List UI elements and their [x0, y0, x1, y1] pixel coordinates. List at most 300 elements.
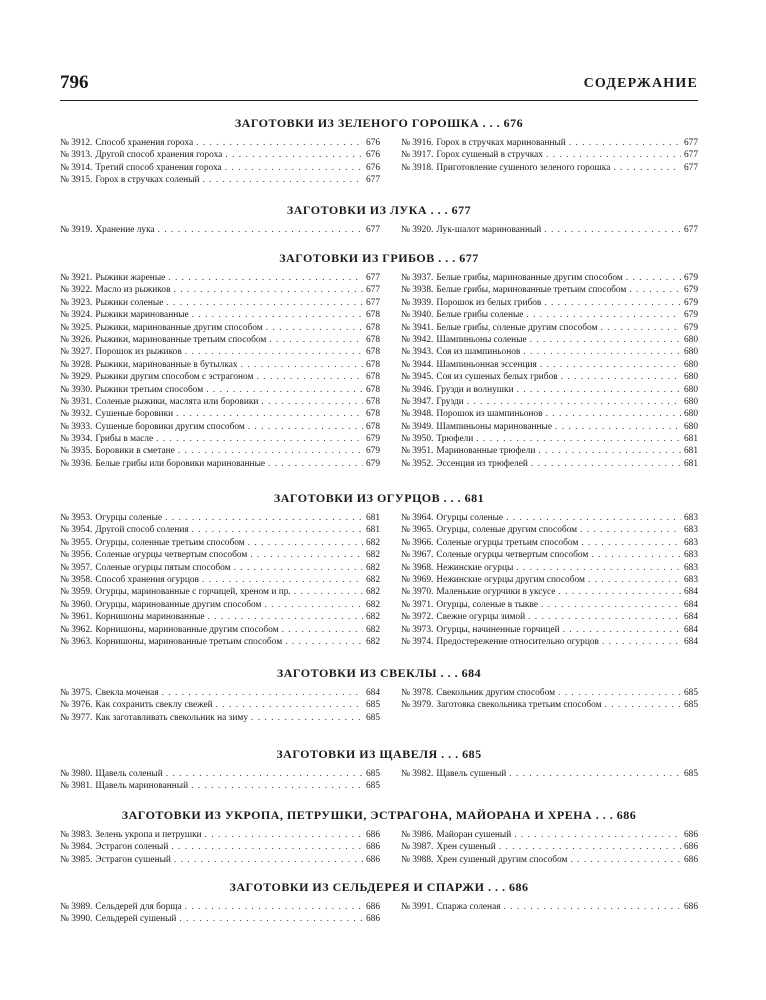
- entry-page-number: 686: [365, 830, 380, 840]
- right-column: [401, 272, 698, 470]
- dot-leader: [600, 322, 681, 334]
- toc-entry[interactable]: [401, 562, 698, 574]
- toc-entry[interactable]: [401, 841, 698, 853]
- dot-leader: [174, 854, 363, 866]
- toc-entry[interactable]: [401, 636, 698, 648]
- toc-entry[interactable]: [60, 396, 380, 408]
- entry-number: № 3940.: [401, 310, 434, 321]
- section-title: ЗАГОТОВКИ ИЗ СВЕКЛЫ . . . 684: [276, 666, 482, 680]
- toc-entry[interactable]: [60, 149, 380, 161]
- section-title: ЗАГОТОВКИ ИЗ ЛУКА . . . 677: [286, 203, 472, 217]
- toc-entry[interactable]: [401, 433, 698, 445]
- toc-entry[interactable]: [60, 780, 380, 792]
- entry-number: № 3946.: [401, 384, 434, 395]
- dot-leader: [196, 137, 363, 149]
- toc-entry[interactable]: [401, 359, 698, 371]
- toc-entry[interactable]: [60, 586, 380, 598]
- entry-title: Спаржа соленая: [436, 902, 501, 912]
- entry-number: № 3930.: [60, 384, 93, 395]
- dot-leader: [509, 768, 681, 780]
- toc-entry[interactable]: [401, 829, 698, 841]
- dot-leader: [528, 611, 681, 623]
- entry-title: Грузди: [436, 396, 464, 407]
- toc-entry[interactable]: [60, 297, 380, 309]
- entry-page-number: 685: [683, 688, 698, 698]
- dot-leader: [514, 829, 681, 841]
- entry-title: Способ хранения огурцов: [95, 574, 199, 585]
- entry-number: № 3966.: [401, 537, 434, 548]
- entry-title: Рыжики, маринованные в бутылках: [95, 359, 238, 370]
- dot-leader: [158, 224, 363, 236]
- entry-number: № 3939.: [401, 297, 434, 308]
- entry-page-number: 679: [683, 297, 698, 308]
- dot-leader: [561, 371, 681, 383]
- dot-leader: [269, 334, 363, 346]
- dot-leader: [544, 224, 681, 236]
- toc-entry[interactable]: [401, 421, 698, 433]
- section-title: ЗАГОТОВКИ ИЗ СЕЛЬДЕРЕЯ И СПАРЖИ . . . 686: [229, 880, 529, 894]
- entry-title: Соленые рыжики, маслята или боровики: [95, 396, 259, 407]
- toc-entry[interactable]: [401, 309, 698, 321]
- dot-leader: [541, 599, 681, 611]
- toc-entry[interactable]: [60, 284, 380, 296]
- entry-number: № 3968.: [401, 562, 434, 573]
- toc-section: [60, 491, 698, 648]
- entry-page-number: 678: [365, 396, 380, 407]
- entry-number: № 3931.: [60, 396, 93, 407]
- entry-title: Рыжики маринованные: [95, 310, 189, 321]
- toc-entry[interactable]: [60, 574, 380, 586]
- toc-entry[interactable]: [401, 901, 698, 913]
- entry-title: Свежие огурцы зимой: [436, 612, 526, 623]
- toc-entry[interactable]: [60, 562, 380, 574]
- dot-leader: [605, 699, 681, 711]
- toc-entry[interactable]: [401, 611, 698, 623]
- entry-page-number: 685: [683, 769, 698, 779]
- dot-leader: [256, 371, 362, 383]
- right-column: [401, 768, 698, 780]
- entry-number: № 3952.: [401, 458, 434, 469]
- toc-entry[interactable]: [401, 458, 698, 470]
- dot-leader: [268, 458, 363, 470]
- entry-number: № 3956.: [60, 550, 93, 561]
- toc-entry[interactable]: [401, 624, 698, 636]
- entry-page-number: 685: [683, 700, 698, 711]
- toc-entry[interactable]: [60, 137, 380, 149]
- entry-title: Сушеные боровики: [95, 409, 174, 420]
- entry-title: Заготовка свекольника третьим способом: [436, 700, 602, 711]
- entry-page-number: 681: [365, 525, 380, 536]
- section-title: ЗАГОТОВКИ ИЗ УКРОПА, ПЕТРУШКИ, ЭСТРАГОНА, МАЙОРАНА И ХРЕНА . . . 686: [121, 808, 637, 822]
- dot-leader: [156, 433, 363, 445]
- entry-title: Огурцы соленые: [436, 513, 504, 523]
- entry-page-number: 680: [683, 409, 698, 420]
- entry-title: Другой способ соления: [95, 525, 189, 536]
- entry-number: № 3917.: [401, 150, 434, 161]
- toc-entry[interactable]: [60, 384, 380, 396]
- toc-entry[interactable]: [60, 224, 380, 236]
- entry-page-number: 679: [365, 458, 380, 469]
- section-title: ЗАГОТОВКИ ИЗ ЩАВЕЛЯ . . . 685: [276, 747, 482, 761]
- toc-entry[interactable]: [401, 768, 698, 780]
- dot-leader: [171, 841, 363, 853]
- entry-number: № 3928.: [60, 359, 93, 370]
- toc-entry[interactable]: [60, 549, 380, 561]
- entry-title: Щавель соленый: [95, 769, 163, 779]
- entry-number: № 3976.: [60, 700, 93, 711]
- toc-entry[interactable]: [60, 445, 380, 457]
- entry-number: № 3933.: [60, 421, 93, 432]
- dot-leader: [613, 162, 681, 174]
- toc-entry[interactable]: [401, 284, 698, 296]
- entry-page-number: 686: [683, 830, 698, 840]
- section-entries: [60, 901, 698, 926]
- entry-title: Соя из сушеных белых грибов: [436, 372, 558, 383]
- entry-number: № 3980.: [60, 769, 93, 779]
- entry-title: Горох сушеный в стручках: [436, 150, 543, 161]
- entry-title: Зелень укропа и петрушки: [95, 830, 202, 840]
- dot-leader: [266, 322, 363, 334]
- entry-number: № 3965.: [401, 525, 434, 536]
- left-column: [60, 512, 380, 648]
- entry-title: Трюфели: [436, 434, 474, 445]
- toc-entry[interactable]: [401, 272, 698, 284]
- entry-page-number: 677: [365, 175, 380, 186]
- entry-number: № 3913.: [60, 150, 93, 161]
- entry-page-number: 683: [683, 525, 698, 536]
- entry-page-number: 684: [683, 636, 698, 647]
- dot-leader: [563, 624, 681, 636]
- toc-entry[interactable]: [60, 421, 380, 433]
- entry-number: № 3921.: [60, 273, 93, 283]
- toc-entry[interactable]: [60, 371, 380, 383]
- toc-entry[interactable]: [60, 322, 380, 334]
- dot-leader: [558, 687, 681, 699]
- entry-number: № 3916.: [401, 138, 434, 148]
- dot-leader: [225, 162, 363, 174]
- dot-leader: [499, 841, 681, 853]
- dot-leader: [205, 829, 363, 841]
- entry-number: № 3932.: [60, 409, 93, 420]
- entry-number: № 3991.: [401, 902, 434, 912]
- toc-entry[interactable]: [60, 687, 380, 699]
- toc-section: [60, 808, 698, 866]
- entry-page-number: 680: [683, 396, 698, 407]
- entry-number: № 3964.: [401, 513, 434, 523]
- dot-leader: [248, 421, 363, 433]
- dot-leader: [506, 512, 681, 524]
- entry-title: Эстрагон сушеный: [95, 854, 171, 865]
- entry-title: Соленые огурцы третьим способом: [436, 537, 579, 548]
- entry-number: № 3985.: [60, 854, 93, 865]
- toc-entry[interactable]: [401, 137, 698, 149]
- toc-entry[interactable]: [401, 297, 698, 309]
- dot-leader: [285, 636, 363, 648]
- toc-entry[interactable]: [401, 322, 698, 334]
- entry-title: Маринованные трюфели: [436, 446, 536, 457]
- dot-leader: [591, 549, 681, 561]
- right-column: [401, 224, 698, 236]
- entry-number: № 3915.: [60, 175, 93, 186]
- entry-title: Порошок из рыжиков: [95, 347, 182, 358]
- entry-number: № 3929.: [60, 372, 93, 383]
- toc-entry[interactable]: [60, 537, 380, 549]
- toc-entry[interactable]: [60, 901, 380, 913]
- entry-title: Сельдерей для борща: [95, 902, 182, 912]
- entry-number: № 3918.: [401, 162, 434, 173]
- right-column: [401, 512, 698, 648]
- entry-page-number: 684: [683, 624, 698, 635]
- toc-entry[interactable]: [60, 408, 380, 420]
- entry-page-number: 679: [683, 285, 698, 296]
- toc-section: [60, 203, 698, 236]
- dot-leader: [467, 396, 681, 408]
- dot-leader: [570, 854, 680, 866]
- entry-page-number: 678: [365, 347, 380, 358]
- entry-title: Грибы в масле: [95, 434, 154, 445]
- entry-number: № 3972.: [401, 612, 434, 623]
- entry-title: Свекольник другим способом: [436, 688, 556, 698]
- toc-section: [60, 666, 698, 724]
- toc-entry[interactable]: [401, 512, 698, 524]
- dot-leader: [261, 396, 363, 408]
- entry-number: № 3988.: [401, 854, 434, 865]
- entry-number: № 3951.: [401, 446, 434, 457]
- entry-page-number: 678: [365, 359, 380, 370]
- dot-leader: [185, 901, 363, 913]
- dot-leader: [216, 699, 363, 711]
- dot-leader: [504, 901, 681, 913]
- entry-title: Нежинские огурцы другим способом: [436, 574, 585, 585]
- toc-entry[interactable]: [401, 687, 698, 699]
- dot-leader: [626, 272, 681, 284]
- dot-leader: [250, 549, 363, 561]
- entry-page-number: 685: [365, 700, 380, 711]
- dot-leader: [202, 174, 362, 186]
- toc-entry[interactable]: [60, 599, 380, 611]
- toc-section: [60, 251, 698, 470]
- dot-leader: [476, 433, 681, 445]
- dot-leader: [540, 359, 681, 371]
- toc-entry[interactable]: [401, 699, 698, 711]
- toc-entry[interactable]: [60, 458, 380, 470]
- dot-leader: [166, 297, 363, 309]
- dot-leader: [526, 309, 681, 321]
- dot-leader: [581, 537, 681, 549]
- dot-leader: [234, 562, 363, 574]
- entry-page-number: 686: [365, 914, 380, 925]
- dot-leader: [629, 284, 681, 296]
- entry-title: Приготовление сушеного зеленого горошка: [436, 162, 611, 173]
- toc-entry[interactable]: [60, 433, 380, 445]
- entry-title: Грузди и волнушки: [436, 384, 514, 395]
- entry-page-number: 677: [365, 225, 380, 235]
- entry-number: № 3937.: [401, 273, 434, 283]
- section-entries: [60, 272, 698, 470]
- entry-title: Третий способ хранения гороха: [95, 162, 222, 173]
- toc-entry[interactable]: [60, 712, 380, 724]
- entry-number: № 3981.: [60, 781, 93, 792]
- toc-entry[interactable]: [60, 829, 380, 841]
- entry-page-number: 679: [683, 310, 698, 321]
- toc-entry[interactable]: [401, 586, 698, 598]
- toc-entry[interactable]: [401, 371, 698, 383]
- toc-entry[interactable]: [401, 574, 698, 586]
- toc-entry[interactable]: [401, 549, 698, 561]
- entry-number: № 3978.: [401, 688, 434, 698]
- toc-entry[interactable]: [401, 346, 698, 358]
- toc-entry[interactable]: [60, 346, 380, 358]
- entry-title: Рыжики другим способом с эстрагоном: [95, 372, 254, 383]
- entry-page-number: 680: [683, 334, 698, 345]
- entry-number: № 3974.: [401, 636, 434, 647]
- dot-leader: [264, 599, 362, 611]
- dot-leader: [251, 712, 363, 724]
- dot-leader: [558, 586, 680, 598]
- toc-entry[interactable]: [401, 396, 698, 408]
- entry-page-number: 680: [683, 359, 698, 370]
- entry-page-number: 676: [365, 162, 380, 173]
- entry-page-number: 686: [365, 842, 380, 853]
- toc-entry[interactable]: [401, 384, 698, 396]
- toc-entry[interactable]: [60, 841, 380, 853]
- dot-leader: [192, 524, 363, 536]
- dot-leader: [166, 768, 363, 780]
- entry-title: Огурцы соленые: [95, 513, 163, 523]
- entry-number: № 3919.: [60, 225, 93, 235]
- right-column: [401, 829, 698, 866]
- entry-title: Соленые огурцы четвертым способом: [95, 550, 248, 561]
- entry-page-number: 680: [683, 421, 698, 432]
- entry-number: № 3969.: [401, 574, 434, 585]
- toc-entry[interactable]: [60, 611, 380, 623]
- entry-title: Белые грибы, маринованные третьим способом: [436, 285, 627, 296]
- toc-entry[interactable]: [401, 445, 698, 457]
- entry-number: № 3923.: [60, 297, 93, 308]
- right-column: [401, 137, 698, 174]
- entry-page-number: 680: [683, 384, 698, 395]
- entry-number: № 3962.: [60, 624, 93, 635]
- entry-page-number: 677: [365, 297, 380, 308]
- toc-section: [60, 747, 698, 793]
- entry-number: № 3955.: [60, 537, 93, 548]
- entry-number: № 3948.: [401, 409, 434, 420]
- toc-entry[interactable]: [60, 913, 380, 925]
- dot-leader: [517, 384, 681, 396]
- toc-entry[interactable]: [60, 854, 380, 866]
- toc-entry[interactable]: [60, 636, 380, 648]
- section-entries: [60, 137, 698, 187]
- toc-entry[interactable]: [60, 624, 380, 636]
- entry-title: Рыжики соленые: [95, 297, 164, 308]
- dot-leader: [516, 562, 681, 574]
- entry-title: Корнишоны, маринованные другим способом: [95, 624, 279, 635]
- section-title: ЗАГОТОВКИ ИЗ ЗЕЛЕНОГО ГОРОШКА . . . 676: [234, 116, 524, 130]
- toc-entry[interactable]: [60, 334, 380, 346]
- entry-number: № 3927.: [60, 347, 93, 358]
- dot-leader: [602, 636, 681, 648]
- entry-title: Хрен сушеный другим способом: [436, 854, 568, 865]
- entry-page-number: 685: [365, 781, 380, 792]
- entry-page-number: 683: [683, 513, 698, 523]
- entry-title: Хрен сушеный: [436, 842, 496, 853]
- entry-page-number: 678: [365, 421, 380, 432]
- toc-entry[interactable]: [401, 334, 698, 346]
- entry-title: Шампиньонная эссенция: [436, 359, 537, 370]
- entry-number: № 3963.: [60, 636, 93, 647]
- entry-page-number: 678: [365, 310, 380, 321]
- entry-number: № 3961.: [60, 612, 93, 623]
- entry-number: № 3953.: [60, 513, 93, 523]
- entry-page-number: 678: [365, 334, 380, 345]
- dot-leader: [531, 458, 681, 470]
- entry-number: № 3947.: [401, 396, 434, 407]
- toc-entry[interactable]: [401, 408, 698, 420]
- entry-title: Майоран сушеный: [436, 830, 512, 840]
- entry-page-number: 686: [365, 854, 380, 865]
- toc-entry[interactable]: [60, 272, 380, 284]
- toc-entry[interactable]: [401, 854, 698, 866]
- toc-entry[interactable]: [401, 162, 698, 174]
- toc-entry[interactable]: [60, 699, 380, 711]
- section-entries: [60, 687, 698, 724]
- entry-page-number: 678: [365, 409, 380, 420]
- entry-page-number: 682: [365, 636, 380, 647]
- toc-entry[interactable]: [60, 512, 380, 524]
- entry-number: № 3960.: [60, 599, 93, 610]
- toc-entry[interactable]: [401, 224, 698, 236]
- entry-page-number: 678: [365, 372, 380, 383]
- entry-number: № 3942.: [401, 334, 434, 345]
- dot-leader: [179, 913, 362, 925]
- entry-title: Горох в стручках маринованный: [436, 138, 566, 148]
- entry-title: Корнишоны, маринованные третьим способом: [95, 636, 283, 647]
- toc-section: [60, 880, 698, 926]
- toc-entry[interactable]: [60, 162, 380, 174]
- entry-title: Белые грибы соленые: [436, 310, 524, 321]
- dot-leader: [538, 445, 681, 457]
- left-column: [60, 137, 380, 187]
- dot-leader: [185, 346, 363, 358]
- entry-page-number: 679: [683, 322, 698, 333]
- entry-number: № 3926.: [60, 334, 93, 345]
- entry-title: Другой способ хранения гороха: [95, 150, 223, 161]
- dot-leader: [546, 149, 681, 161]
- entry-title: Свекла моченая: [95, 688, 159, 698]
- entry-page-number: 682: [365, 562, 380, 573]
- toc-entry[interactable]: [60, 174, 380, 186]
- toc-entry[interactable]: [401, 524, 698, 536]
- toc-entry[interactable]: [401, 537, 698, 549]
- entry-number: № 3973.: [401, 624, 434, 635]
- entry-title: Соленые огурцы четвертым способом: [436, 550, 589, 561]
- entry-page-number: 680: [683, 347, 698, 358]
- dot-leader: [206, 384, 363, 396]
- toc-entry[interactable]: [60, 359, 380, 371]
- toc-entry[interactable]: [401, 149, 698, 161]
- toc-entry[interactable]: [401, 599, 698, 611]
- toc-entry[interactable]: [60, 309, 380, 321]
- entry-page-number: 676: [365, 150, 380, 161]
- dot-leader: [282, 624, 363, 636]
- left-column: [60, 901, 380, 926]
- entry-page-number: 686: [683, 842, 698, 853]
- dot-leader: [523, 346, 681, 358]
- toc-entry[interactable]: [60, 524, 380, 536]
- entry-title: Соя из шампиньонов: [436, 347, 521, 358]
- entry-title: Белые грибы, соленые другим способом: [436, 322, 598, 333]
- toc-entry[interactable]: [60, 768, 380, 780]
